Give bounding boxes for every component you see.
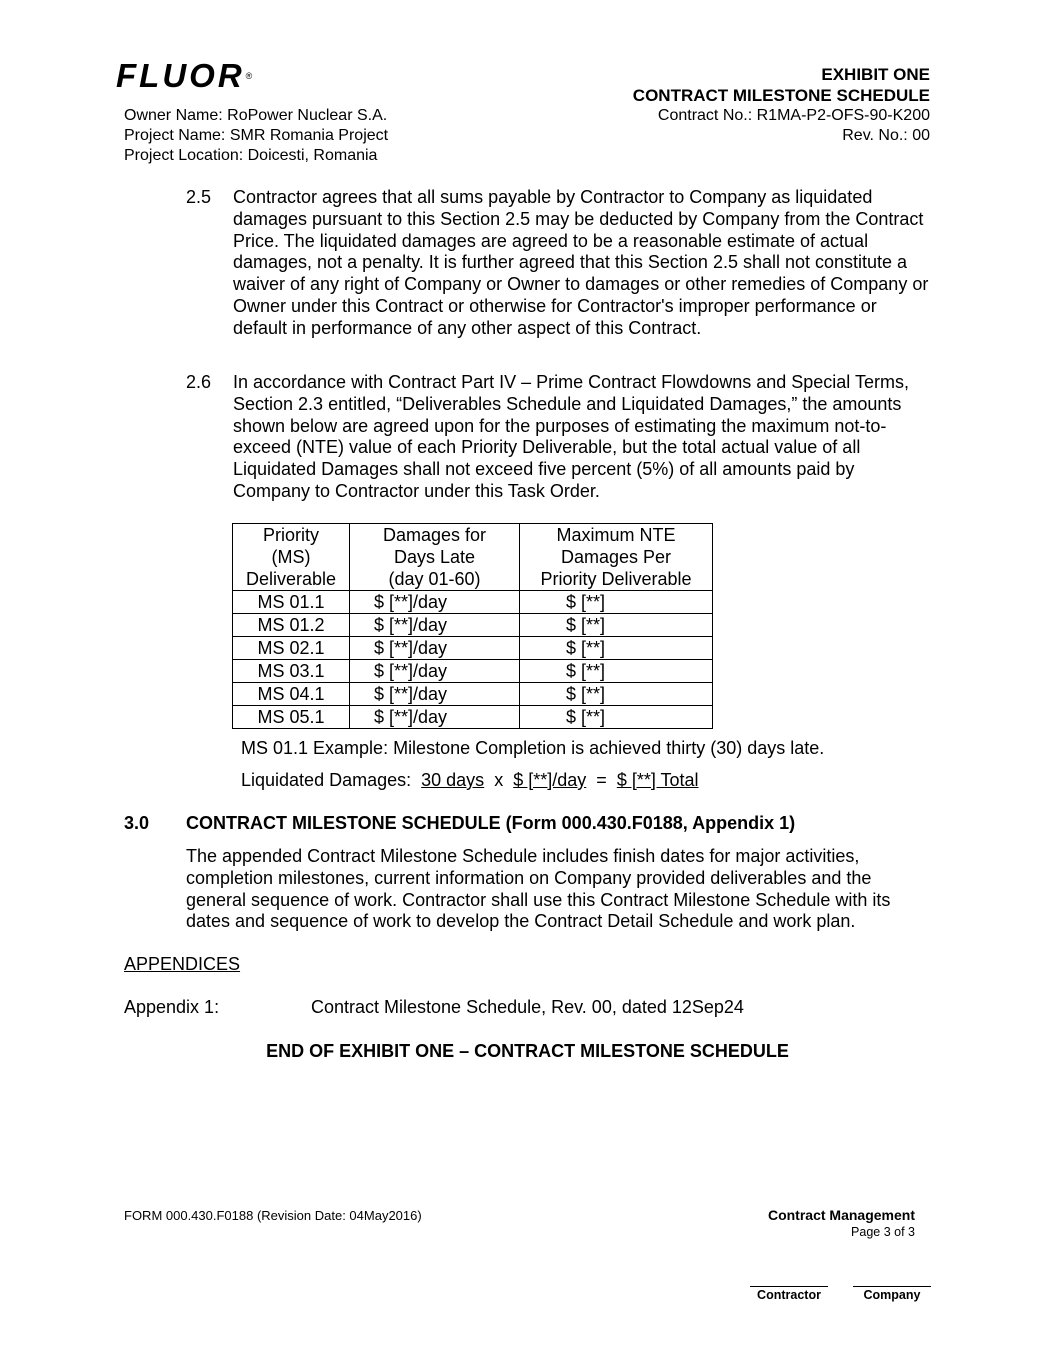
cell-max: $ [**]: [520, 683, 713, 706]
cell-deliverable: MS 04.1: [233, 683, 350, 706]
table-row: [233, 614, 713, 637]
section-2-6-text: In accordance with Contract Part IV – Prime Contract Flowdowns and Special Terms, Section 2.3 entitled, “Deliverables Schedule and Liquidated Damages,” the amounts shown below are agreed upon for the purposes of estimating the maximum not-to-exceed (NTE) value of each Priority Deliverable, but the total actual value of all Liquidated Damages shall not exceed five percent (5%) of all amounts paid by Company to Contractor under this Task Order.: [233, 372, 909, 501]
cell-rate: $ [**]/day: [350, 683, 520, 706]
project-name: Project Name: SMR Romania Project: [124, 127, 389, 144]
cell-max: $ [**]: [520, 591, 713, 614]
example-times: x: [494, 770, 504, 790]
cell-rate: $ [**]/day: [350, 660, 520, 683]
section-2-5-number: 2.5: [186, 187, 212, 207]
example-line: MS 01.1 Example: Milestone Completion is achieved thirty (30) days late.: [241, 738, 825, 758]
header-damages: Damages for Days Late (day 01-60): [350, 524, 520, 591]
schedule-title: CONTRACT MILESTONE SCHEDULE: [632, 86, 930, 105]
cell-max: $ [**]: [520, 614, 713, 637]
header-max-nte: Maximum NTE Damages Per Priority Deliverable: [520, 524, 713, 591]
contract-number: Contract No.: R1MA-P2-OFS-90-K200: [657, 107, 930, 124]
example-total: $ [**] Total: [616, 770, 699, 790]
revision-number: Rev. No.: 00: [842, 127, 930, 144]
cell-max: $ [**]: [520, 660, 713, 683]
cell-deliverable: MS 01.1: [233, 591, 350, 614]
section-3-number: 3.0: [124, 813, 150, 833]
document-header-right: [633, 64, 930, 146]
cell-deliverable: MS 05.1: [233, 706, 350, 729]
project-info: [124, 106, 388, 166]
cell-deliverable: MS 01.2: [233, 614, 350, 637]
section-3-heading: CONTRACT MILESTONE SCHEDULE (Form 000.430.F0188, Appendix 1): [186, 813, 796, 833]
contractor-initials-line: Contractor: [750, 1286, 828, 1302]
cell-rate: $ [**]/day: [350, 706, 520, 729]
section-2-6-number: 2.6: [186, 372, 212, 392]
project-location: Project Location: Doicesti, Romania: [124, 147, 378, 164]
cell-rate: $ [**]/day: [350, 591, 520, 614]
liquidated-damages-table: [232, 523, 713, 729]
appendix-1-label: Appendix 1:: [124, 997, 220, 1017]
form-number: FORM 000.430.F0188 (Revision Date: 04May2016): [124, 1208, 422, 1223]
cell-rate: $ [**]/day: [350, 614, 520, 637]
footer-right: [768, 1207, 915, 1240]
example-rate: $ [**]/day: [513, 770, 587, 790]
appendix-1-value: Contract Milestone Schedule, Rev. 00, dated 12Sep24: [311, 997, 744, 1017]
table-row: [233, 660, 713, 683]
cell-deliverable: MS 03.1: [233, 660, 350, 683]
page-number: Page 3 of 3: [851, 1225, 915, 1239]
cell-rate: $ [**]/day: [350, 637, 520, 660]
appendices-heading: APPENDICES: [124, 954, 241, 974]
cell-max: $ [**]: [520, 637, 713, 660]
cell-max: $ [**]: [520, 706, 713, 729]
company-initials-line: Company: [853, 1286, 931, 1302]
section-3-text: The appended Contract Milestone Schedule includes finish dates for major activities, completion milestones, current information on Company provided deliverables and the general sequence of work. Contractor shall use this Contract Milestone Schedule with its dates and sequence of work to develop the Contract Detail Schedule and work plan.: [186, 846, 891, 932]
footer-department: Contract Management: [767, 1207, 915, 1223]
table-header-row: [233, 524, 713, 591]
table-row: [233, 683, 713, 706]
example-days: 30 days: [421, 770, 485, 790]
example-calculation: [241, 770, 699, 792]
example-label: Liquidated Damages:: [241, 770, 412, 790]
exhibit-title: EXHIBIT ONE: [821, 65, 930, 84]
table-row: [233, 637, 713, 660]
fluor-logo: FLUOR®: [116, 57, 253, 94]
end-of-exhibit: END OF EXHIBIT ONE – CONTRACT MILESTONE SCHEDULE: [266, 1041, 789, 1061]
cell-deliverable: MS 02.1: [233, 637, 350, 660]
table-row: [233, 591, 713, 614]
section-2-5-text: Contractor agrees that all sums payable by Contractor to Company as liquidated damages pursuant to this Section 2.5 may be deducted by Company from the Contract Price. The liquidated damages are agreed to be a reasonable estimate of actual damages, not a penalty. It is further agreed that this Section 2.5 shall not constitute a waiver of any right of Company or Owner to damages or other remedies of Company or Owner under this Contract or otherwise for Contractor's improper performance or default in performance of any other aspect of this Contract.: [233, 187, 929, 338]
owner-name: Owner Name: RoPower Nuclear S.A.: [124, 107, 388, 124]
registered-mark: ®: [245, 71, 253, 81]
example-equals: =: [596, 770, 607, 790]
table-row: [233, 706, 713, 729]
header-priority: Priority (MS) Deliverable: [233, 524, 350, 591]
